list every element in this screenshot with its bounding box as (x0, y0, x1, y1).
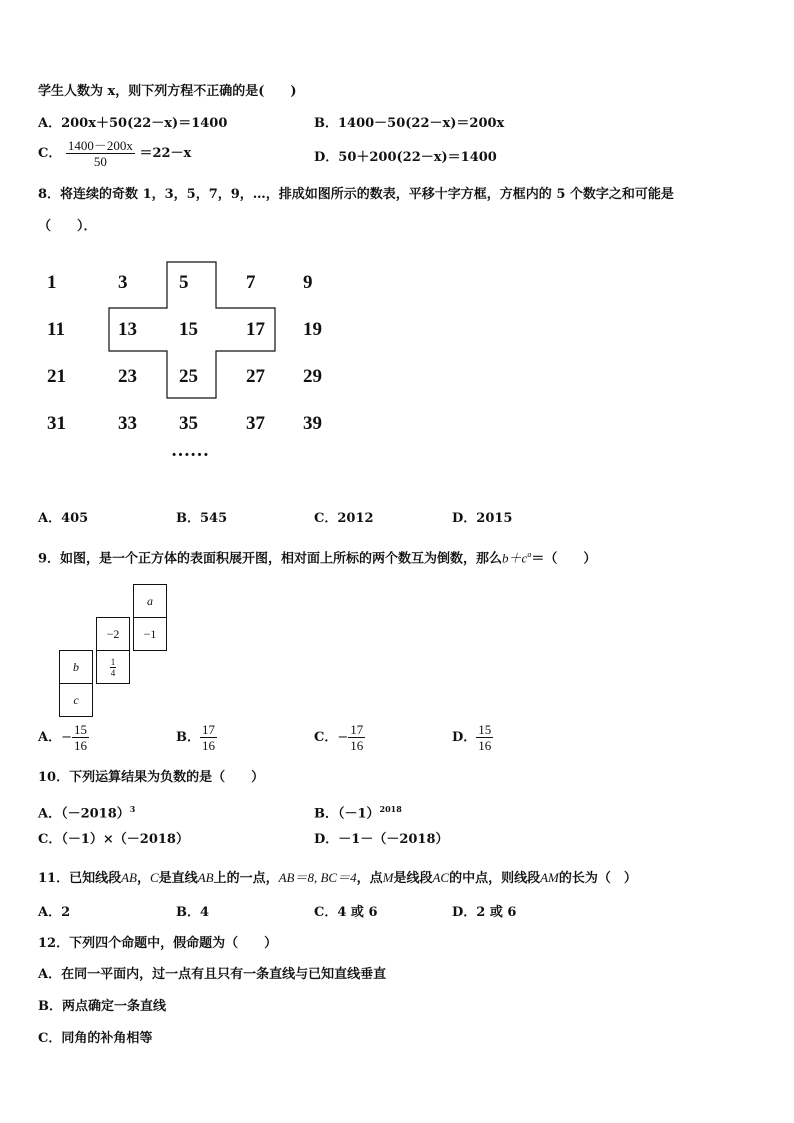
q11-stem (38, 870, 637, 887)
q9-expression-exponent: a (527, 550, 532, 559)
q9-option-d-den: 16 (478, 738, 492, 753)
q7-option-c-fraction (66, 138, 135, 169)
q8-table-cell: 33 (118, 413, 137, 434)
q9-option-b-num: 17 (202, 722, 215, 737)
q10-option-d: D．－1－（－2018） (314, 832, 449, 847)
q9-option-d-fraction (476, 722, 493, 753)
q7-option-c (38, 138, 191, 169)
q7-option-d: D．50＋200(22－x)＝1400 (314, 150, 497, 165)
q8-table-cell: 35 (179, 413, 198, 434)
q11-text-6: 是线段 (393, 871, 433, 886)
q8-option-c: C．2012 (314, 511, 374, 526)
q8-table-cell: 9 (303, 272, 313, 293)
q8-table-cell: 31 (47, 413, 66, 434)
q8-table-cell: 29 (303, 366, 322, 387)
q8-option-d: D．2015 (452, 511, 513, 526)
q9-option-b-fraction (200, 722, 217, 753)
q8-option-a: A．405 (38, 511, 89, 526)
q8-table-cell: 25 (179, 366, 198, 387)
q10-option-a-exponent: 3 (129, 804, 136, 814)
q7-stem: 学生人数为 x，则下列方程不正确的是( ) (38, 84, 297, 99)
q9-cell-a: a (133, 584, 167, 618)
q9-stem-end: ＝（ ） (531, 551, 597, 567)
q7-option-c-rest: ＝22－x (139, 146, 192, 161)
q8-table-cell: 15 (179, 319, 198, 340)
q12-option-c: C．同角的补角相等 (38, 1031, 153, 1046)
q9-option-a-sign: − (61, 730, 72, 745)
q9-cell-quarter-den: 4 (110, 667, 116, 678)
q9-option-c-label: C． (314, 730, 338, 745)
q11-point-c: C (150, 870, 159, 885)
q8-option-b: B．545 (176, 511, 228, 526)
q9-cell-quarter (96, 650, 130, 684)
q9-expression: b＋c (502, 550, 528, 566)
q11-text-5: ，点 (356, 871, 383, 886)
q11-text-1: 11．已知线段 (38, 871, 122, 886)
q8-table-cell: 27 (246, 366, 265, 387)
q8-table-cell: 13 (118, 319, 137, 340)
q10-option-b-exponent: 2018 (379, 804, 402, 814)
q10-option-b (314, 801, 402, 822)
q9-option-a (38, 722, 89, 753)
q10-option-b-text: B．（－1） (314, 806, 380, 822)
q9-cell-neg2: −2 (96, 617, 130, 651)
q11-segment-am: AM (540, 870, 559, 885)
q8-table-cell: 3 (118, 272, 128, 293)
q7-option-b: B．1400－50(22－x)＝200x (314, 116, 505, 131)
q9-option-d-label: D． (452, 730, 477, 745)
q8-stem-cont: （ ）． (38, 219, 97, 234)
q8-table-cell: 1 (47, 272, 57, 293)
q11-option-d: D．2 或 6 (452, 905, 517, 920)
q10-option-a (38, 801, 135, 822)
q11-text-7: 的中点，则线段 (449, 871, 541, 886)
q9-option-c-den: 16 (350, 738, 364, 753)
q9-option-c-num: 17 (350, 722, 364, 737)
q7-option-a: A．200x＋50(22－x)＝1400 (38, 116, 228, 131)
q8-table-cell: 5 (179, 272, 189, 293)
q8-table-cell: 19 (303, 319, 322, 340)
q11-segment-ac: AC (432, 870, 450, 885)
q11-segment-ab: AB (121, 870, 137, 885)
q7-option-c-label: C． (38, 146, 62, 161)
q11-point-m: M (382, 870, 394, 885)
q10-stem: 10．下列运算结果为负数的是（ ） (38, 770, 265, 785)
q9-option-b-den: 16 (202, 738, 215, 753)
q9-cell-neg1: −1 (133, 617, 167, 651)
q8-table-cell: 37 (246, 413, 265, 434)
q8-table-cell: 21 (47, 366, 66, 387)
q12-stem: 12．下列四个命题中，假命题为（ ） (38, 936, 278, 951)
q11-option-c: C．4 或 6 (314, 905, 378, 920)
q10-option-c: C．（－1）×（－2018） (38, 832, 189, 847)
q8-stem: 8．将连续的奇数 1，3，5，7，9，…，排成如图所示的数表，平移十字方框，方框内的 5 个数字之和可能是 (38, 187, 674, 202)
q11-text-4: 上的一点， (213, 871, 279, 886)
q12-option-b: B．两点确定一条直线 (38, 999, 166, 1014)
q9-option-a-den: 16 (74, 738, 87, 753)
q9-cell-quarter-num: 1 (110, 656, 116, 667)
q9-option-c-fraction (348, 722, 365, 753)
q10-option-a-text: A．（－2018） (38, 806, 130, 822)
q9-cell-quarter-fraction (110, 657, 117, 678)
q9-option-b-label: B． (176, 730, 200, 745)
q8-table-cell: 11 (47, 319, 65, 340)
q11-option-b: B．4 (176, 905, 210, 920)
q9-option-c (314, 722, 365, 753)
q9-option-d (452, 722, 493, 753)
q9-cell-c: c (59, 683, 93, 717)
q8-table-cell: 39 (303, 413, 322, 434)
q11-option-a: A．2 (38, 905, 71, 920)
q9-stem-text: 9．如图，是一个正方体的表面积展开图，相对面上所标的两个数互为倒数，那么 (38, 551, 503, 567)
q9-option-a-label: A． (38, 730, 62, 745)
q8-table-cell: 17 (246, 319, 265, 340)
q9-cell-b: b (59, 650, 93, 684)
q12-option-a: A．在同一平面内，过一点有且只有一条直线与已知直线垂直 (38, 967, 387, 982)
q11-line-ab: AB (197, 870, 214, 885)
q7-option-c-denominator: 50 (93, 154, 107, 169)
q8-table-cell: 23 (118, 366, 137, 387)
q9-option-d-num: 15 (478, 722, 492, 737)
q11-text-8: 的长为（ ） (558, 871, 637, 886)
q9-option-a-fraction (72, 722, 89, 753)
q7-option-c-numerator: 1400－200x (67, 138, 133, 153)
q9-option-b (176, 722, 217, 753)
q9-option-c-sign: − (337, 730, 349, 745)
q11-condition: AB＝8, BC＝4 (278, 870, 357, 885)
q11-text-3: 是直线 (158, 871, 198, 886)
q9-option-a-num: 15 (74, 722, 87, 737)
q8-ellipsis: …… (171, 440, 209, 461)
q11-text-2: ， (136, 871, 150, 886)
q9-stem (38, 547, 596, 567)
q8-table-cell: 7 (246, 272, 256, 293)
